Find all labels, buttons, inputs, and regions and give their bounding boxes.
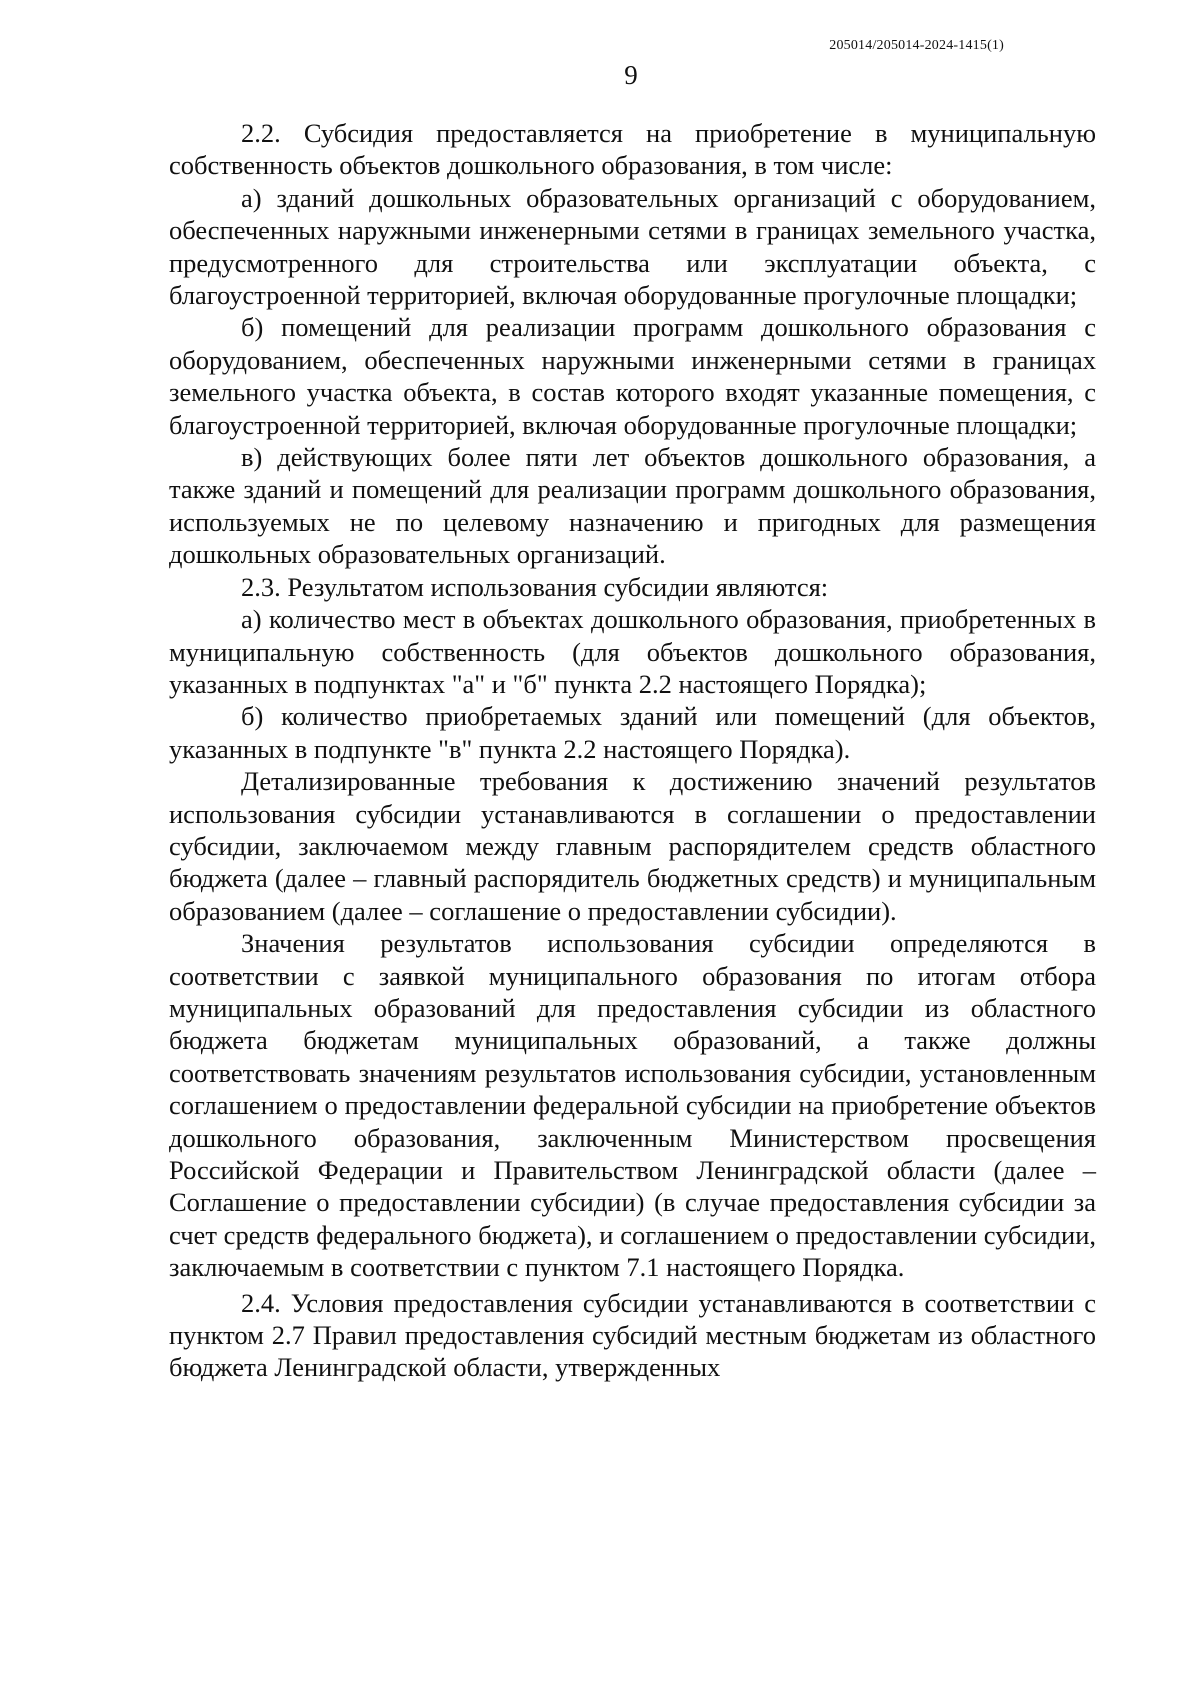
page-number: 9 <box>624 60 638 90</box>
document-id: 205014/205014-2024-1415(1) <box>829 38 1004 53</box>
paragraph-2-2: 2.2. Субсидия предоставляется на приобретение в муниципальную собственность объектов дошкольного образования, в том числе: <box>169 118 1096 181</box>
paragraph-2-4: 2.4. Условия предоставления субсидии устанавливаются в соответствии с пунктом 2.7 Правил предоставления субсидий местным бюджетам из областного бюджета Ленинградской области, утвержденных <box>169 1287 1096 1383</box>
paragraph-2-3-a: а) количество мест в объектах дошкольного образования, приобретенных в муниципальную собственность (для объектов дошкольного образования, указанных в подпунктах "а" и "б" пункта 2.2 настоящего Порядка); <box>169 604 1096 699</box>
paragraph-2-3: 2.3. Результатом использования субсидии являются: <box>241 571 829 602</box>
paragraph-2-2-v: в) действующих более пяти лет объектов дошкольного образования, а также зданий и помещений для реализации программ дошкольного образования, используемых не по целевому назначению и пригодных для размещения дошкольных образовательных организаций. <box>169 442 1096 570</box>
paragraph-result-values: Значения результатов использования субсидии определяются в соответствии с заявкой муниципального образования по итогам отбора муниципальных образований для предоставления субсидии из областного бюджета бюджетам муниципальных образований, а также должны соответствовать значениям результатов использования субсидии, установленным соглашением о предоставлении федеральной субсидии на приобретение объектов дошкольного образования, заключенным Министерством просвещения Российской Федерации и Правительством Ленинградской области (далее – Соглашение о предоставлении субсидии) (в случае предоставления субсидии за счет средств федерального бюджета), и соглашением о предоставлении субсидии, заключаемым в соответствии с пунктом 7.1 настоящего Порядка. <box>169 928 1096 1283</box>
paragraph-2-2-b: б) помещений для реализации программ дошкольного образования с оборудованием, обеспеченных наружными инженерными сетями в границах земельного участка объекта, в состав которого входят указанные помещения, с благоустроенной территорией, включая оборудованные прогулочные площадки; <box>169 312 1096 440</box>
paragraph-2-2-a: а) зданий дошкольных образовательных организаций с оборудованием, обеспеченных наружными инженерными сетями в границах земельного участка, предусмотренного для строительства или эксплуатации объекта, с благоустроенной территорией, включая оборудованные прогулочные площадки; <box>169 182 1096 311</box>
document-body <box>169 117 1096 1384</box>
paragraph-detailed-requirements: Детализированные требования к достижению значений результатов использования субсидии устанавливаются в соглашении о предоставлении субсидии, заключаемом между главным распорядителем средств областного бюджета (далее – главный распорядитель бюджетных средств) и муниципальным образованием (далее – соглашение о предоставлении субсидии). <box>169 766 1096 926</box>
paragraph-2-3-b: б) количество приобретаемых зданий или помещений (для объектов, указанных в подпункте "в" пункта 2.2 настоящего Порядка). <box>169 701 1096 764</box>
